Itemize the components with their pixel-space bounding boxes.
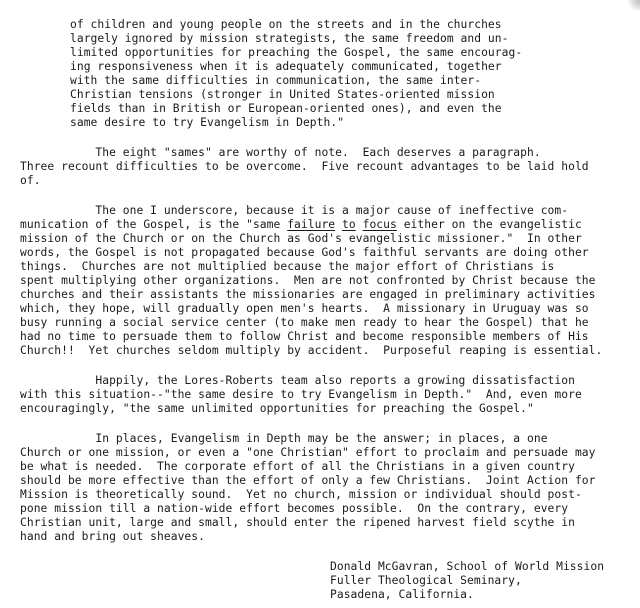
text-line: which, they hope, will gradually open men's hearts. A missionary in Uruguay was so xyxy=(20,302,589,315)
text-segment: either on the evangelistic xyxy=(396,218,582,231)
text-line: fields than in British or European-oriented ones), and even the xyxy=(70,102,502,115)
text-line: largely ignored by mission strategists, the same freedom and un- xyxy=(70,32,509,45)
text-line: had no time to persuade them to follow Christ and become responsible members of His xyxy=(20,330,589,343)
text-line: with this situation--"the same desire to try Evangelism in Depth." And, even more xyxy=(20,388,582,401)
text-line: Church!! Yet churches seldom multiply by accident. Purposeful reaping is essential. xyxy=(20,344,603,357)
text-line: limited opportunities for preaching the Gospel, the same encourag- xyxy=(70,46,523,59)
signature-location: Pasadena, California. xyxy=(330,588,474,601)
signature-institution: Fuller Theological Seminary, xyxy=(330,574,522,587)
text-line: Christian unit, large and small, should enter the ripened harvest field scythe in xyxy=(20,516,575,529)
text-line: In places, Evangelism in Depth may be the answer; in places, a one xyxy=(20,432,548,445)
text-line: mission of the Church or on the Church as God's evangelistic missioner." In other xyxy=(20,232,582,245)
text-line: hand and bring out sheaves. xyxy=(20,530,205,543)
text-line: encouragingly, "the same unlimited opportunities for preaching the Gospel." xyxy=(20,402,534,415)
text-line-underlined xyxy=(20,218,582,232)
text-line: churches and their assistants the missionaries are engaged in preliminary activities xyxy=(20,288,596,301)
text-line: same desire to try Evangelism in Depth." xyxy=(70,116,345,129)
text-line: Happily, the Lores-Roberts team also reports a growing dissatisfaction xyxy=(20,374,575,387)
text-line: of. xyxy=(20,174,41,187)
text-line: things. Churches are not multiplied because the major effort of Christians is xyxy=(20,260,555,273)
text-line: spent multiplying other organizations. Men are not confronted by Christ because the xyxy=(20,274,596,287)
text-line: The one I underscore, because it is a major cause of ineffective com- xyxy=(20,204,569,217)
text-line: Three recount difficulties to be overcome. Five recount advantages to be laid hold xyxy=(20,160,589,173)
text-line: Mission is theoretically sound. Yet no church, mission or individual should post- xyxy=(20,488,582,501)
text-line: be what is needed. The corporate effort of all the Christians in a given country xyxy=(20,460,575,473)
text-line: Church or one mission, or even a "one Christian" effort to proclaim and persuade may xyxy=(20,446,596,459)
underlined-word-failure: failure xyxy=(287,218,336,231)
text-line: words, the Gospel is not propagated because God's faithful servants are doing other xyxy=(20,246,589,259)
text-line: should be more effective than the effort of only a few Christians. Joint Action for xyxy=(20,474,596,487)
text-line: The eight "sames" are worthy of note. Each deserves a paragraph. xyxy=(20,146,541,159)
text-line: with the same difficulties in communication, the same inter- xyxy=(70,74,482,87)
text-line: busy running a social service center (to make men ready to hear the Gospel) that he xyxy=(20,316,589,329)
text-line: of children and young people on the streets and in the churches xyxy=(70,18,502,31)
page-corner-smudge xyxy=(626,0,640,10)
text-line: ing responsiveness when it is adequately communicated, together xyxy=(70,60,502,73)
underlined-word-to: to xyxy=(342,218,356,231)
text-line: Christian tensions (stronger in United States-oriented mission xyxy=(70,88,495,101)
text-segment: munication of the Gospel, is the "same xyxy=(20,218,288,231)
signature-name: Donald McGavran, School of World Mission xyxy=(330,560,605,573)
text-line: pone mission till a nation-wide effort becomes possible. On the contrary, every xyxy=(20,502,569,515)
underlined-word-focus: focus xyxy=(362,218,397,231)
